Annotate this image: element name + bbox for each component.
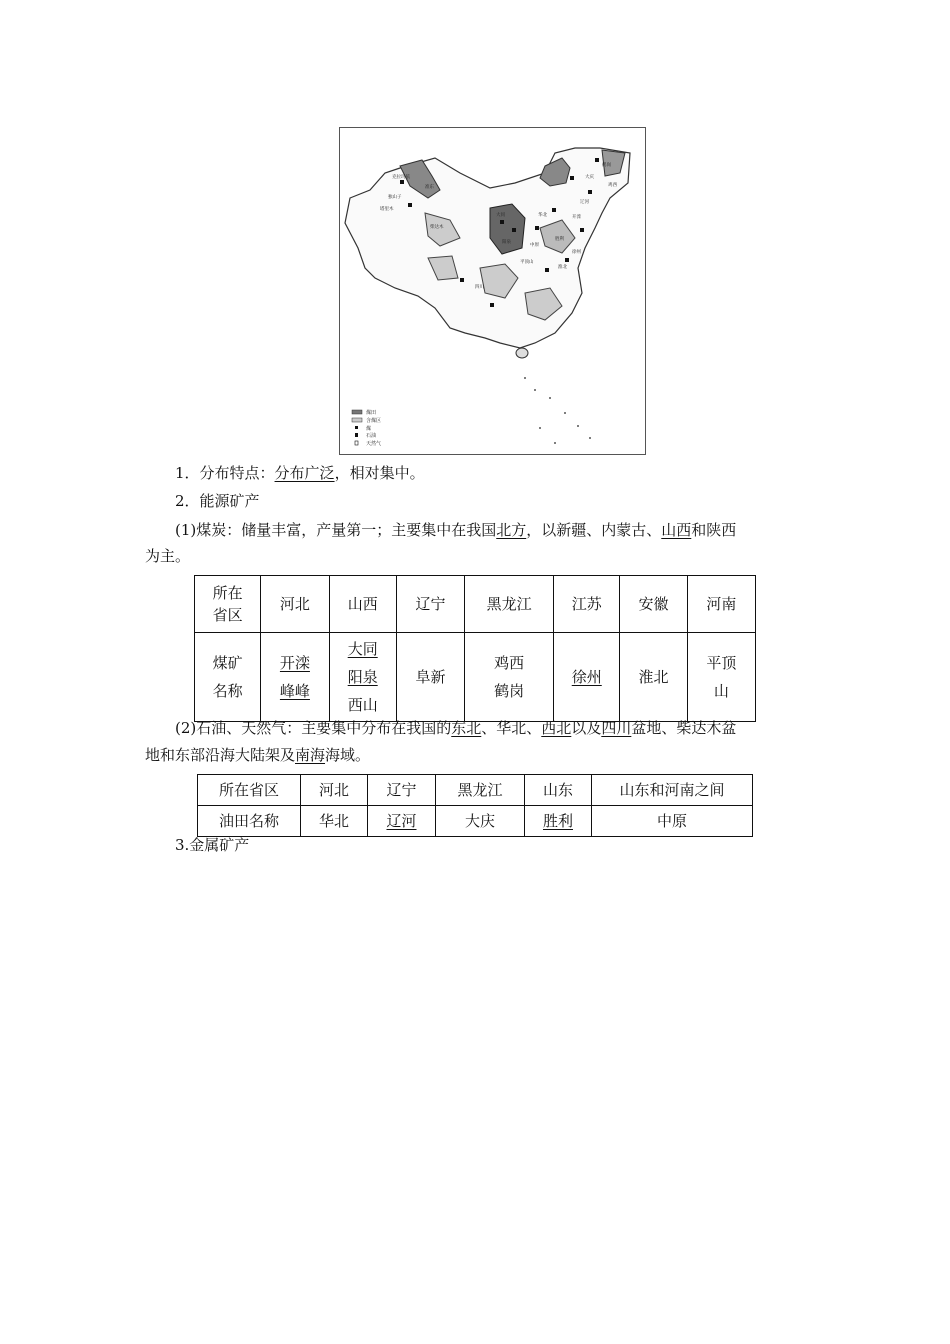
oilfield-daqing: 大庆: [436, 806, 525, 837]
table-row: [195, 633, 756, 722]
point-1-distribution: 1．分布特点：分布广泛，相对集中。: [175, 464, 425, 482]
svg-text:鸡西: 鸡西: [608, 183, 617, 188]
svg-text:开滦: 开滦: [572, 215, 581, 220]
province-heilongjiang: 黑龙江: [465, 576, 554, 633]
oil-paragraph-line2: 地和东部沿海大陆架及南海海域。: [145, 746, 371, 764]
province-shanxi: 山西: [329, 576, 396, 633]
svg-text:大同: 大同: [496, 213, 505, 218]
china-mineral-map: [339, 127, 646, 455]
svg-text:准东: 准东: [425, 185, 434, 190]
answer-south-sea: 南海: [295, 746, 326, 764]
answer-northwest: 西北: [541, 719, 572, 737]
table-row: [195, 576, 756, 633]
province-anhui: 安徽: [620, 576, 687, 633]
province-heilongjiang: 黑龙江: [436, 775, 525, 806]
province-shandong-henan: 山东和河南之间: [592, 775, 753, 806]
mines-hebei: 开滦 峰峰: [261, 633, 329, 722]
answer-northeast: 东北: [451, 719, 482, 737]
coal-field: [540, 158, 570, 186]
legend-gas: 天然气: [366, 441, 382, 447]
mines-jiangsu: 徐州: [554, 633, 620, 722]
province-hebei: 河北: [261, 576, 329, 633]
province-liaoning: 辽宁: [396, 576, 464, 633]
svg-text:阳泉: 阳泉: [502, 240, 511, 245]
table-row: [198, 806, 753, 837]
header-province: 所在省区: [198, 775, 301, 806]
svg-text:华北: 华北: [538, 213, 547, 218]
svg-text:淮北: 淮北: [558, 265, 567, 270]
oilfield-zhongyuan: 中原: [592, 806, 753, 837]
oil-paragraph-line1: (2)石油、天然气：主要集中分布在我国的东北、华北、西北以及四川盆地、柴达木盆: [175, 719, 737, 737]
oil-fields-table: [197, 774, 753, 837]
map-legend: [352, 409, 381, 447]
legend-coal: 煤: [366, 426, 372, 432]
mines-shanxi: 大同 阳泉 西山: [329, 633, 396, 722]
svg-text:辽河: 辽河: [580, 200, 589, 205]
oilfield-shengli: 胜利: [525, 806, 592, 837]
province-hebei: 河北: [301, 775, 368, 806]
oilfield-huabei: 华北: [301, 806, 368, 837]
answer-sichuan: 四川: [601, 719, 632, 737]
point-3-metal-minerals: 3.金属矿产: [175, 836, 250, 854]
svg-text:克拉玛依: 克拉玛依: [392, 175, 410, 180]
hainan-island: [516, 348, 528, 358]
coal-mines-table: [194, 575, 756, 722]
legend-coal-field: 煤田: [366, 410, 377, 416]
province-jiangsu: 江苏: [554, 576, 620, 633]
svg-text:平顶山: 平顶山: [520, 260, 534, 265]
oilfield-liaohe: 辽河: [368, 806, 436, 837]
province-shandong: 山东: [525, 775, 592, 806]
header-oilfield: 油田名称: [198, 806, 301, 837]
map-drawing: [340, 128, 645, 454]
point-2-energy-minerals: 2．能源矿产: [175, 492, 260, 510]
mines-heilongjiang: 鸡西 鹤岗: [465, 633, 554, 722]
svg-text:徐州: 徐州: [572, 250, 581, 255]
coal-paragraph-line1: (1)煤炭：储量丰富，产量第一；主要集中在我国北方，以新疆、内蒙古、山西和陕西: [175, 521, 737, 539]
svg-text:中原: 中原: [530, 243, 539, 248]
svg-text:塔里木: 塔里木: [380, 207, 394, 212]
svg-text:四川: 四川: [475, 285, 484, 290]
mines-anhui: 淮北: [620, 633, 687, 722]
answer-widely-distributed: 分布广泛: [274, 464, 335, 482]
header-province: 所在 省区: [195, 576, 261, 633]
legend-coal-area: 含煤区: [366, 418, 382, 424]
svg-text:独山子: 独山子: [388, 195, 402, 200]
answer-north: 北方: [496, 521, 527, 539]
svg-text:柴达木: 柴达木: [430, 225, 444, 230]
legend-oil: 石油: [366, 433, 377, 439]
province-henan: 河南: [687, 576, 755, 633]
header-mine-name: 煤矿 名称: [195, 633, 261, 722]
mines-henan: 平顶 山: [687, 633, 755, 722]
svg-text:大庆: 大庆: [585, 175, 594, 180]
coal-paragraph-line2: 为主。: [145, 547, 191, 565]
south-sea-islands: [524, 377, 591, 444]
svg-text:胜利: 胜利: [555, 237, 564, 242]
mines-liaoning: 阜新: [396, 633, 464, 722]
table-row: [198, 775, 753, 806]
province-liaoning: 辽宁: [368, 775, 436, 806]
svg-text:鹤岗: 鹤岗: [602, 163, 611, 168]
answer-shanxi: 山西: [661, 521, 692, 539]
